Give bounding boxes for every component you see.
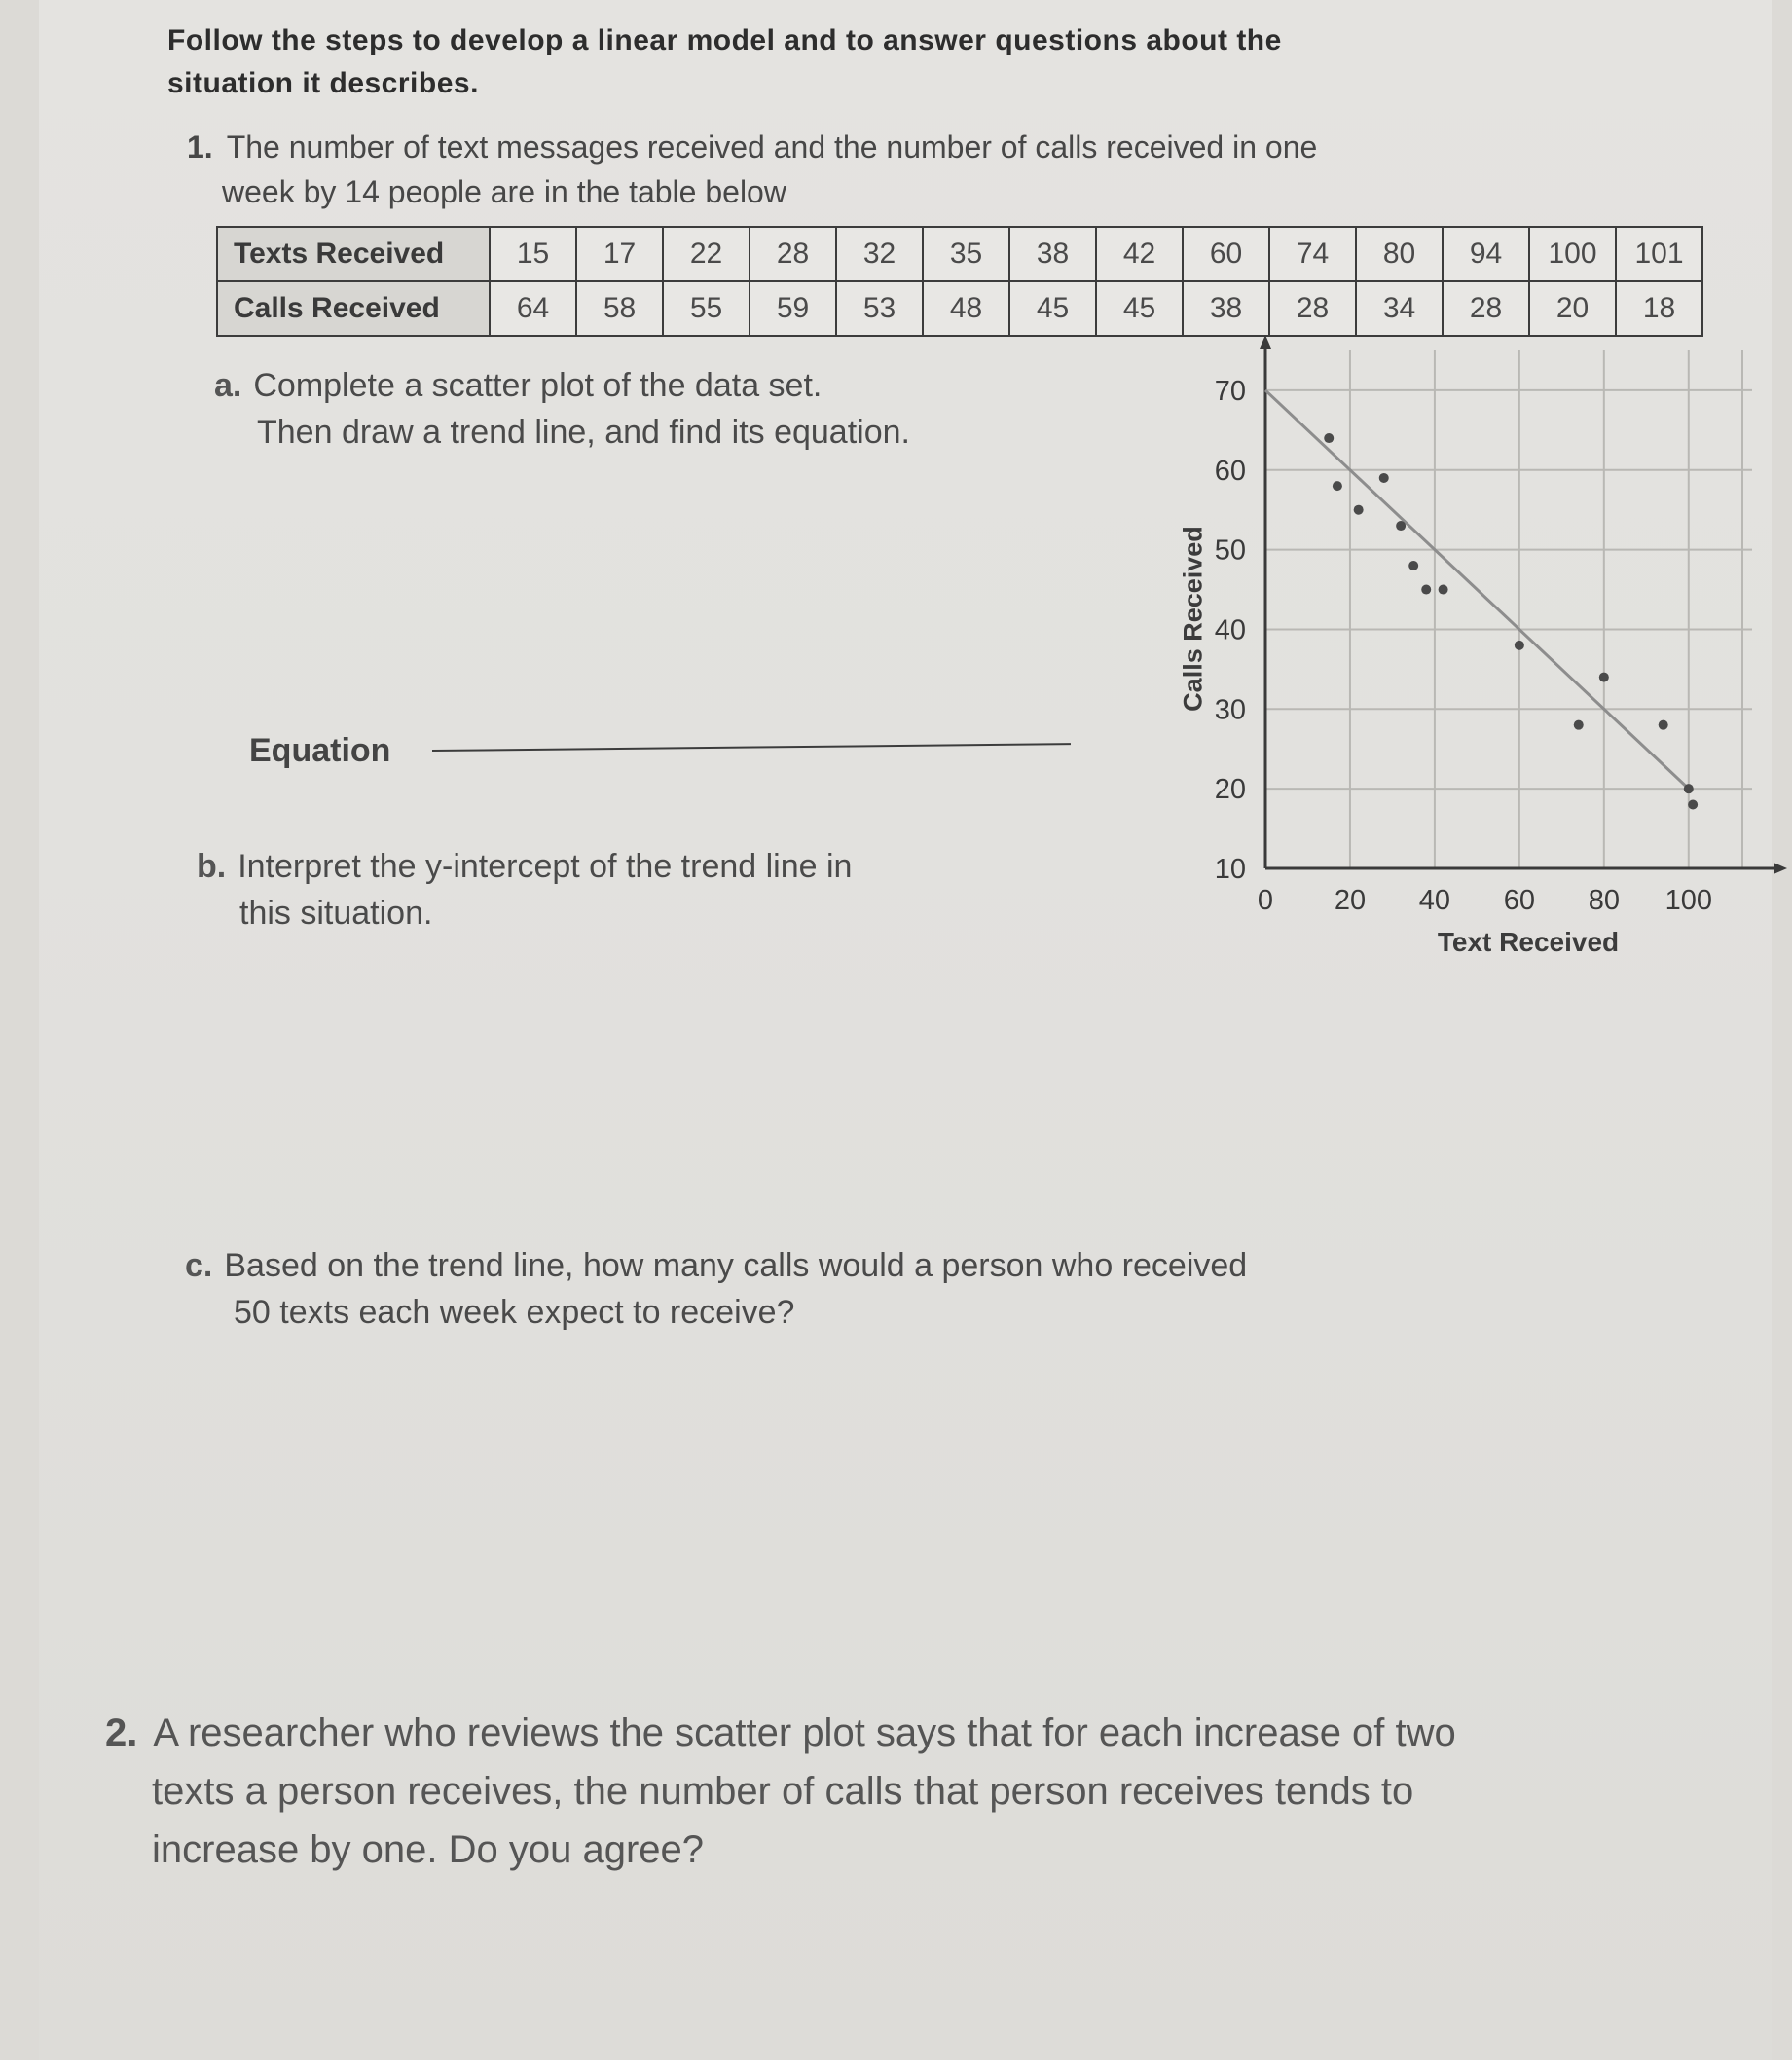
calls-cell: 45 [1096,281,1183,336]
question-2-line-1: A researcher who reviews the scatter plot says that for each increase of two [153,1711,1456,1754]
y-tick-label: 30 [1214,694,1246,726]
question-2-number: 2. [105,1711,138,1754]
data-point [1688,800,1698,810]
data-point [1396,521,1406,531]
data-point [1574,720,1584,730]
question-1-number: 1. [187,129,213,165]
data-point [1379,473,1389,483]
calls-cell: 45 [1009,281,1096,336]
part-b-line-2: this situation. [239,895,433,932]
texts-row [217,227,1702,281]
data-point [1659,720,1668,730]
texts-cell: 100 [1529,227,1616,281]
question-1 [187,125,1550,214]
data-point [1684,784,1694,793]
texts-cell: 101 [1616,227,1702,281]
data-point [1354,505,1364,515]
calls-cell: 28 [1269,281,1356,336]
x-axis-label: Text Received [1437,927,1620,957]
y-tick-label: 50 [1214,534,1246,567]
part-b-letter: b. [197,848,227,885]
part-a [214,362,910,456]
part-b-line-1: Interpret the y-intercept of the trend line in [238,848,853,885]
data-point [1421,585,1431,595]
question-2-line-2: texts a person receives, the number of calls that person receives tends to [152,1770,1414,1813]
x-axis-arrow [1774,863,1787,874]
calls-cell: 55 [663,281,750,336]
part-a-line-1: Complete a scatter plot of the data set. [253,367,823,404]
y-axis-arrow [1260,335,1271,349]
part-c-line-1: Based on the trend line, how many calls would a person who received [224,1247,1248,1284]
calls-cell: 59 [750,281,836,336]
part-c-letter: c. [185,1247,213,1284]
texts-cell: 15 [490,227,576,281]
texts-cell: 17 [576,227,663,281]
calls-cell: 58 [576,281,663,336]
data-point [1324,433,1334,443]
x-tick-label: 80 [1588,885,1620,916]
calls-cell: 53 [836,281,923,336]
instructions-line-2: situation it describes. [167,67,479,99]
y-tick-label: 10 [1214,854,1246,885]
texts-row-header: Texts Received [217,227,490,281]
texts-cell: 35 [923,227,1009,281]
texts-cell: 60 [1183,227,1269,281]
texts-cell: 80 [1356,227,1443,281]
y-axis-label: Calls Received [1178,526,1208,712]
instructions [167,19,1550,105]
scatter-plot [1129,331,1791,974]
calls-cell: 34 [1356,281,1443,336]
calls-cell: 38 [1183,281,1269,336]
part-b [197,843,852,937]
texts-cell: 28 [750,227,836,281]
y-tick-label: 20 [1214,774,1246,806]
data-point [1515,641,1524,650]
question-1-text-line-2: week by 14 people are in the table below [222,174,786,209]
x-tick-label: 20 [1334,885,1367,916]
part-c [185,1242,1247,1336]
texts-cell: 32 [836,227,923,281]
calls-cell: 18 [1616,281,1702,336]
x-tick-label: 100 [1664,885,1712,916]
y-tick-label: 60 [1214,455,1246,487]
x-tick-label: 40 [1418,885,1451,916]
question-1-text-line-1: The number of text messages received and the number of calls received in one [226,129,1318,165]
data-point [1599,673,1609,682]
y-tick-label: 40 [1214,614,1246,646]
question-2 [105,1704,1624,1879]
y-tick-label: 70 [1214,375,1246,407]
calls-cell: 28 [1443,281,1529,336]
texts-cell: 42 [1096,227,1183,281]
x-tick-label: 0 [1257,885,1274,916]
calls-cell: 48 [923,281,1009,336]
scatter-plot-svg [1129,331,1791,974]
data-point [1333,481,1342,491]
calls-row [217,281,1702,336]
texts-cell: 94 [1443,227,1529,281]
x-tick-label: 60 [1503,885,1536,916]
calls-row-header: Calls Received [217,281,490,336]
texts-cell: 74 [1269,227,1356,281]
calls-cell: 64 [490,281,576,336]
calls-cell: 20 [1529,281,1616,336]
texts-cell: 22 [663,227,750,281]
instructions-line-1: Follow the steps to develop a linear model and to answer questions about the [167,24,1282,56]
equation-label: Equation [249,732,391,769]
part-a-letter: a. [214,367,242,404]
data-table [216,226,1703,337]
question-2-line-3: increase by one. Do you agree? [152,1828,705,1871]
texts-cell: 38 [1009,227,1096,281]
part-c-line-2: 50 texts each week expect to receive? [234,1294,795,1331]
data-point [1408,561,1418,570]
data-point [1439,585,1448,595]
trend-line [1265,390,1689,789]
part-a-line-2: Then draw a trend line, and find its equation. [257,414,910,451]
